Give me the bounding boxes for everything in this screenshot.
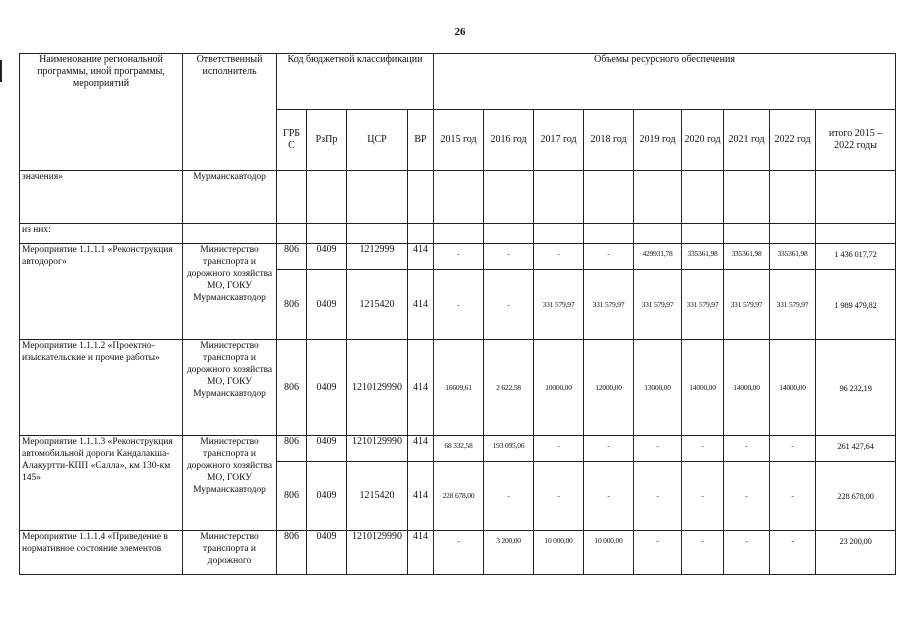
measure-executor: Министерство транспорта и дорожного хозяйства МО, ГОКУ Мурманскавтодор	[183, 244, 277, 340]
table-row	[20, 531, 896, 575]
value-cell: 331 579,97	[584, 270, 634, 340]
value-cell: -	[584, 436, 634, 462]
page-number: 26	[454, 26, 466, 38]
value-cell: -	[534, 462, 584, 531]
header-resources: Объемы ресурсного обеспечения	[434, 54, 896, 110]
measure-name: Мероприятие 1.1.1.3 «Реконструкция автомобильной дороги Кандалакша-Алакуртти-КПП «Салла», км 130-км 145»	[20, 436, 183, 531]
value-cell: 68 332,58	[434, 436, 484, 462]
csr-cell: 1212999	[347, 244, 408, 270]
csr-cell: 1210129990	[347, 340, 408, 436]
header-year: 2015 год	[434, 110, 484, 171]
value-cell: 193 095,06	[484, 436, 534, 462]
value-cell: 14000,00	[770, 340, 816, 436]
table-row	[20, 244, 896, 270]
header-year: 2018 год	[584, 110, 634, 171]
measure-executor: Министерство транспорта и дорожного хозяйства МО, ГОКУ Мурманскавтодор	[183, 340, 277, 436]
value-cell: 3 200,00	[484, 531, 534, 575]
value-cell: -	[682, 436, 724, 462]
rzpr-cell: 0409	[307, 436, 347, 462]
value-cell: 12000,00	[584, 340, 634, 436]
value-cell: 14000,00	[682, 340, 724, 436]
csr-cell: 1210129990	[347, 531, 408, 575]
vr-cell: 414	[408, 270, 434, 340]
value-cell: 10000,00	[534, 340, 584, 436]
header-year: 2019 год	[634, 110, 682, 171]
total-cell: 1 989 479,82	[816, 270, 896, 340]
header-year: 2017 год	[534, 110, 584, 171]
header-rzpr: РзПр	[307, 110, 347, 171]
value-cell: 331 579,97	[682, 270, 724, 340]
value-cell: -	[434, 531, 484, 575]
value-cell: -	[634, 436, 682, 462]
value-cell: -	[682, 462, 724, 531]
rzpr-cell: 0409	[307, 531, 347, 575]
value-cell: -	[724, 462, 770, 531]
header-executor: Ответственный исполнитель	[183, 54, 277, 171]
value-cell: 335361,98	[724, 244, 770, 270]
value-cell: 2 622,58	[484, 340, 534, 436]
table-row	[20, 171, 896, 224]
csr-cell: 1210129990	[347, 436, 408, 462]
row-name: из них:	[20, 224, 183, 244]
table-row	[20, 224, 896, 244]
value-cell: -	[770, 531, 816, 575]
value-cell: -	[534, 244, 584, 270]
header-vr: ВР	[408, 110, 434, 171]
value-cell: -	[484, 244, 534, 270]
vr-cell: 414	[408, 531, 434, 575]
header-year: 2020 год	[682, 110, 724, 171]
value-cell: -	[534, 436, 584, 462]
value-cell: 10 000,00	[584, 531, 634, 575]
value-cell: 331 579,97	[724, 270, 770, 340]
csr-cell: 1215420	[347, 462, 408, 531]
value-cell: 335361,98	[682, 244, 724, 270]
grbs-cell: 806	[277, 270, 307, 340]
total-cell: 261 427,64	[816, 436, 896, 462]
grbs-cell: 806	[277, 244, 307, 270]
header-name: Наименование региональной программы, иной программы, мероприятий	[20, 54, 183, 171]
header-row-1	[20, 54, 896, 110]
total-cell: 23 200,00	[816, 531, 896, 575]
grbs-cell: 806	[277, 340, 307, 436]
header-csr: ЦСР	[347, 110, 408, 171]
csr-cell: 1215420	[347, 270, 408, 340]
value-cell: -	[724, 436, 770, 462]
value-cell: 331 579,97	[534, 270, 584, 340]
value-cell: 13000,00	[634, 340, 682, 436]
table-row	[20, 436, 896, 462]
measure-name: Мероприятие 1.1.1.4 «Приведение в нормативное состояние элементов	[20, 531, 183, 575]
header-budget-code: Код бюджетной классификации	[277, 54, 434, 110]
vr-cell: 414	[408, 244, 434, 270]
margin-mark	[0, 60, 2, 82]
value-cell: 335361,98	[770, 244, 816, 270]
total-cell: 1 436 017,72	[816, 244, 896, 270]
header-grbs: ГРБ С	[277, 110, 307, 171]
value-cell: 16609,61	[434, 340, 484, 436]
value-cell: -	[682, 531, 724, 575]
value-cell: -	[434, 270, 484, 340]
value-cell: -	[484, 462, 534, 531]
header-year: 2016 год	[484, 110, 534, 171]
value-cell: -	[634, 462, 682, 531]
value-cell: -	[484, 270, 534, 340]
value-cell: 429931,78	[634, 244, 682, 270]
measure-executor: Министерство транспорта и дорожного	[183, 531, 277, 575]
measure-executor: Министерство транспорта и дорожного хозяйства МО, ГОКУ Мурманскавтодор	[183, 436, 277, 531]
rzpr-cell: 0409	[307, 340, 347, 436]
value-cell: 10 000,00	[534, 531, 584, 575]
header-total: итого 2015 – 2022 годы	[816, 110, 896, 171]
value-cell: 14000,00	[724, 340, 770, 436]
header-year: 2022 год	[770, 110, 816, 171]
rzpr-cell: 0409	[307, 270, 347, 340]
header-year: 2021 год	[724, 110, 770, 171]
total-cell: 96 232,19	[816, 340, 896, 436]
total-cell: 228 678,00	[816, 462, 896, 531]
vr-cell: 414	[408, 436, 434, 462]
vr-cell: 414	[408, 462, 434, 531]
value-cell: -	[634, 531, 682, 575]
value-cell: 331 579,97	[770, 270, 816, 340]
value-cell: -	[584, 462, 634, 531]
measure-name: Мероприятие 1.1.1.2 «Проектно-изыскательские и прочие работы»	[20, 340, 183, 436]
value-cell: -	[724, 531, 770, 575]
row-executor: Мурманскавтодор	[183, 171, 277, 224]
grbs-cell: 806	[277, 462, 307, 531]
value-cell: 228 678,00	[434, 462, 484, 531]
budget-table	[19, 53, 896, 575]
vr-cell: 414	[408, 340, 434, 436]
value-cell: -	[434, 244, 484, 270]
rzpr-cell: 0409	[307, 462, 347, 531]
grbs-cell: 806	[277, 436, 307, 462]
measure-name: Мероприятие 1.1.1.1 «Реконструкция автодорог»	[20, 244, 183, 340]
rzpr-cell: 0409	[307, 244, 347, 270]
value-cell: -	[770, 436, 816, 462]
table-row	[20, 340, 896, 436]
value-cell: -	[770, 462, 816, 531]
row-name: значения»	[20, 171, 183, 224]
grbs-cell: 806	[277, 531, 307, 575]
value-cell: 331 579,97	[634, 270, 682, 340]
value-cell: -	[584, 244, 634, 270]
